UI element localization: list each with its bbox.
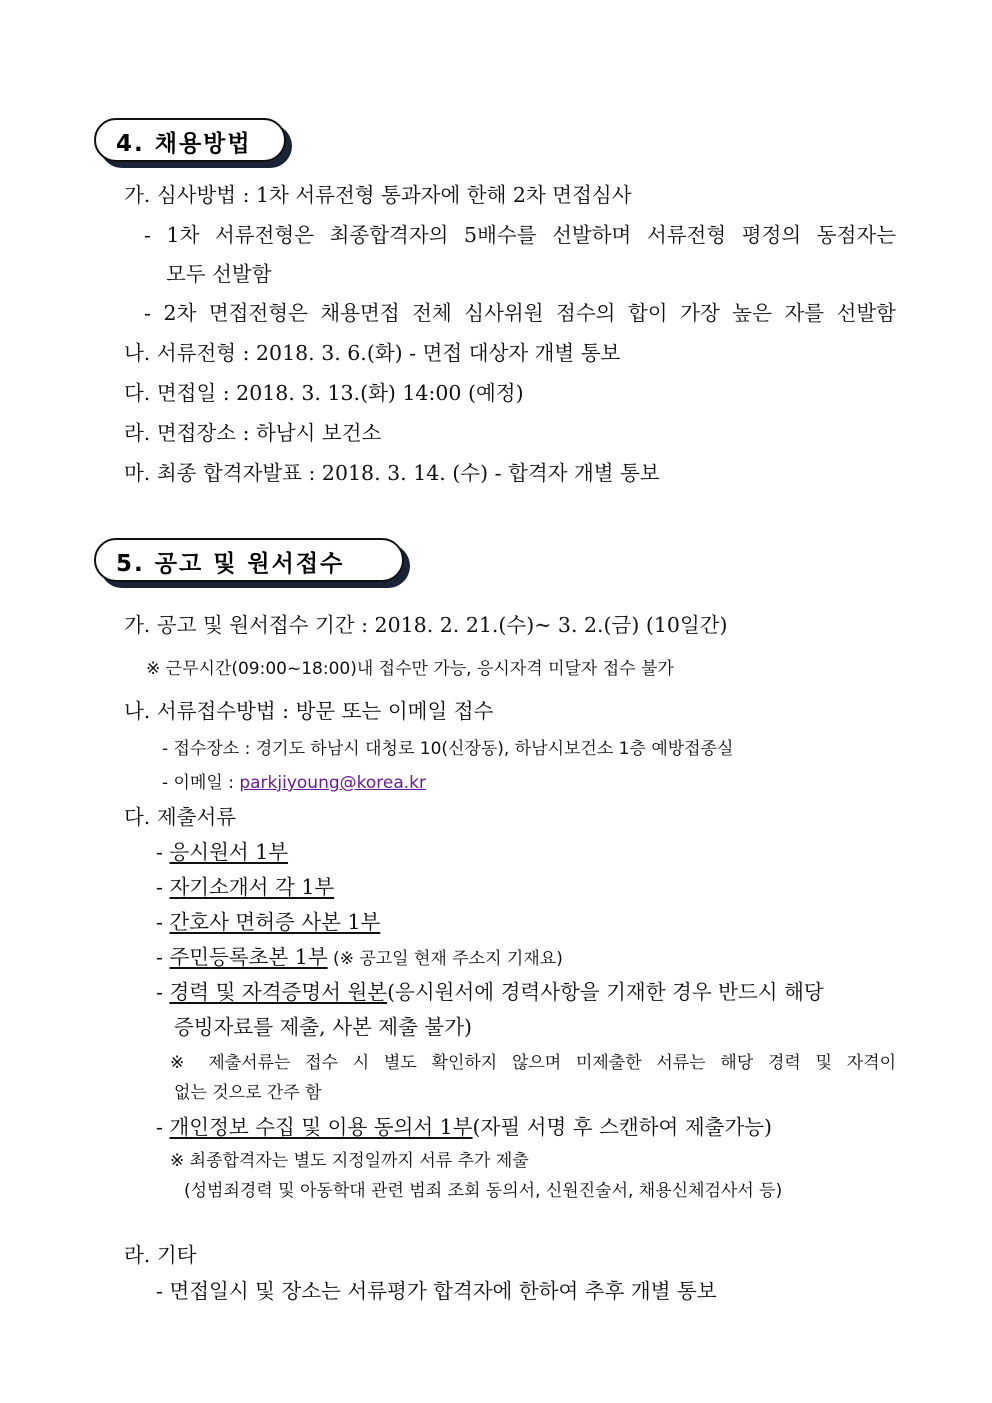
doc-dash: -	[156, 1115, 163, 1139]
doc-name: 주민등록초본 1부	[169, 945, 328, 969]
section-5-title: 5. 공고 및 원서접수	[116, 551, 345, 577]
section-4-title: 4. 채용방법	[116, 131, 252, 157]
doc-note-1-cont: 없는 것으로 간주 함	[174, 1083, 322, 1103]
section-5-header	[94, 538, 404, 582]
doc-dash: -	[156, 840, 163, 864]
doc-dash: -	[156, 980, 163, 1004]
doc-name: 자기소개서 각 1부	[169, 875, 335, 899]
doc-note-1: ※ 제출서류는 접수 시 별도 확인하지 않으며 미제출한 서류는 해당 경력 및 자격이	[170, 1053, 896, 1073]
sec5-ga-note: ※ 근무시간(09:00~18:00)내 접수만 가능, 응시자격 미달자 접수 불가	[146, 659, 674, 679]
doc-desc: (자필 서명 후 스캔하여 제출가능)	[472, 1115, 773, 1139]
doc-name: 경력 및 자격증명서 원본	[169, 980, 388, 1004]
doc-dash: -	[156, 910, 163, 934]
doc-item-4	[156, 940, 563, 970]
sec4-item-ma: 마. 최종 합격자발표 : 2018. 3. 14. (수) - 합격자 개별 통보	[124, 461, 660, 485]
doc-name: 개인정보 수집 및 이용 동의서 1부	[169, 1115, 473, 1139]
section-4-header	[94, 118, 286, 162]
email-link[interactable]: parkjiyoung@korea.kr	[239, 773, 427, 793]
doc-item-3	[156, 905, 380, 935]
doc-dash: -	[156, 945, 163, 969]
doc-note-2: ※ 최종합격자는 별도 지정일까지 서류 추가 제출	[170, 1151, 529, 1171]
doc-item-1	[156, 835, 288, 865]
sec5-na-email-row	[162, 768, 426, 793]
sec4-item-da: 다. 면접일 : 2018. 3. 13.(화) 14:00 (예정)	[124, 381, 524, 405]
doc-item-2	[156, 870, 334, 900]
sec4-item-ga: 가. 심사방법 : 1차 서류전형 통과자에 한해 2차 면접심사	[124, 183, 632, 207]
sec5-item-ga: 가. 공고 및 원서접수 기간 : 2018. 2. 21.(수)~ 3. 2.(금) (10일간)	[124, 613, 728, 637]
doc-item-5	[156, 975, 824, 1005]
doc-dash: -	[156, 875, 163, 899]
doc-note: (※ 공고일 현재 주소지 기재요)	[327, 949, 563, 969]
sec4-item-na: 나. 서류전형 : 2018. 3. 6.(화) - 면접 대상자 개별 통보	[124, 341, 621, 365]
doc-name: 응시원서 1부	[169, 840, 289, 864]
doc-desc: (응시원서에 경력사항을 기재한 경우 반드시 해당	[387, 980, 824, 1004]
sec4-item-ga-sub2: - 2차 면접전형은 채용면접 전체 심사위원 점수의 합이 가장 높은 자를 선발함	[144, 301, 896, 325]
sec4-item-ga-sub1-cont: 모두 선발함	[166, 262, 272, 286]
sec5-ra-sub: - 면접일시 및 장소는 서류평가 합격자에 한하여 추후 개별 통보	[156, 1279, 717, 1303]
sec5-item-ra: 라. 기타	[124, 1243, 197, 1267]
sec4-item-ra: 라. 면접장소 : 하남시 보건소	[124, 421, 382, 445]
doc-note-2-cont: (성범죄경력 및 아동학대 관련 범죄 조회 동의서, 신원진술서, 채용신체검사서 등)	[184, 1181, 783, 1201]
doc-item-6	[156, 1110, 772, 1140]
sec4-item-ga-sub1: - 1차 서류전형은 최종합격자의 5배수를 선발하며 서류전형 평정의 동점자는	[144, 223, 896, 247]
doc-name: 간호사 면허증 사본 1부	[169, 910, 381, 934]
sec5-item-da: 다. 제출서류	[124, 805, 237, 829]
sec5-item-na: 나. 서류접수방법 : 방문 또는 이메일 접수	[124, 699, 494, 723]
sec5-na-place: - 접수장소 : 경기도 하남시 대청로 10(신장동), 하남시보건소 1층 예방접종실	[162, 739, 734, 759]
email-label: - 이메일 :	[162, 773, 240, 793]
doc-item-5-cont: 증빙자료를 제출, 사본 제출 불가)	[174, 1015, 473, 1039]
